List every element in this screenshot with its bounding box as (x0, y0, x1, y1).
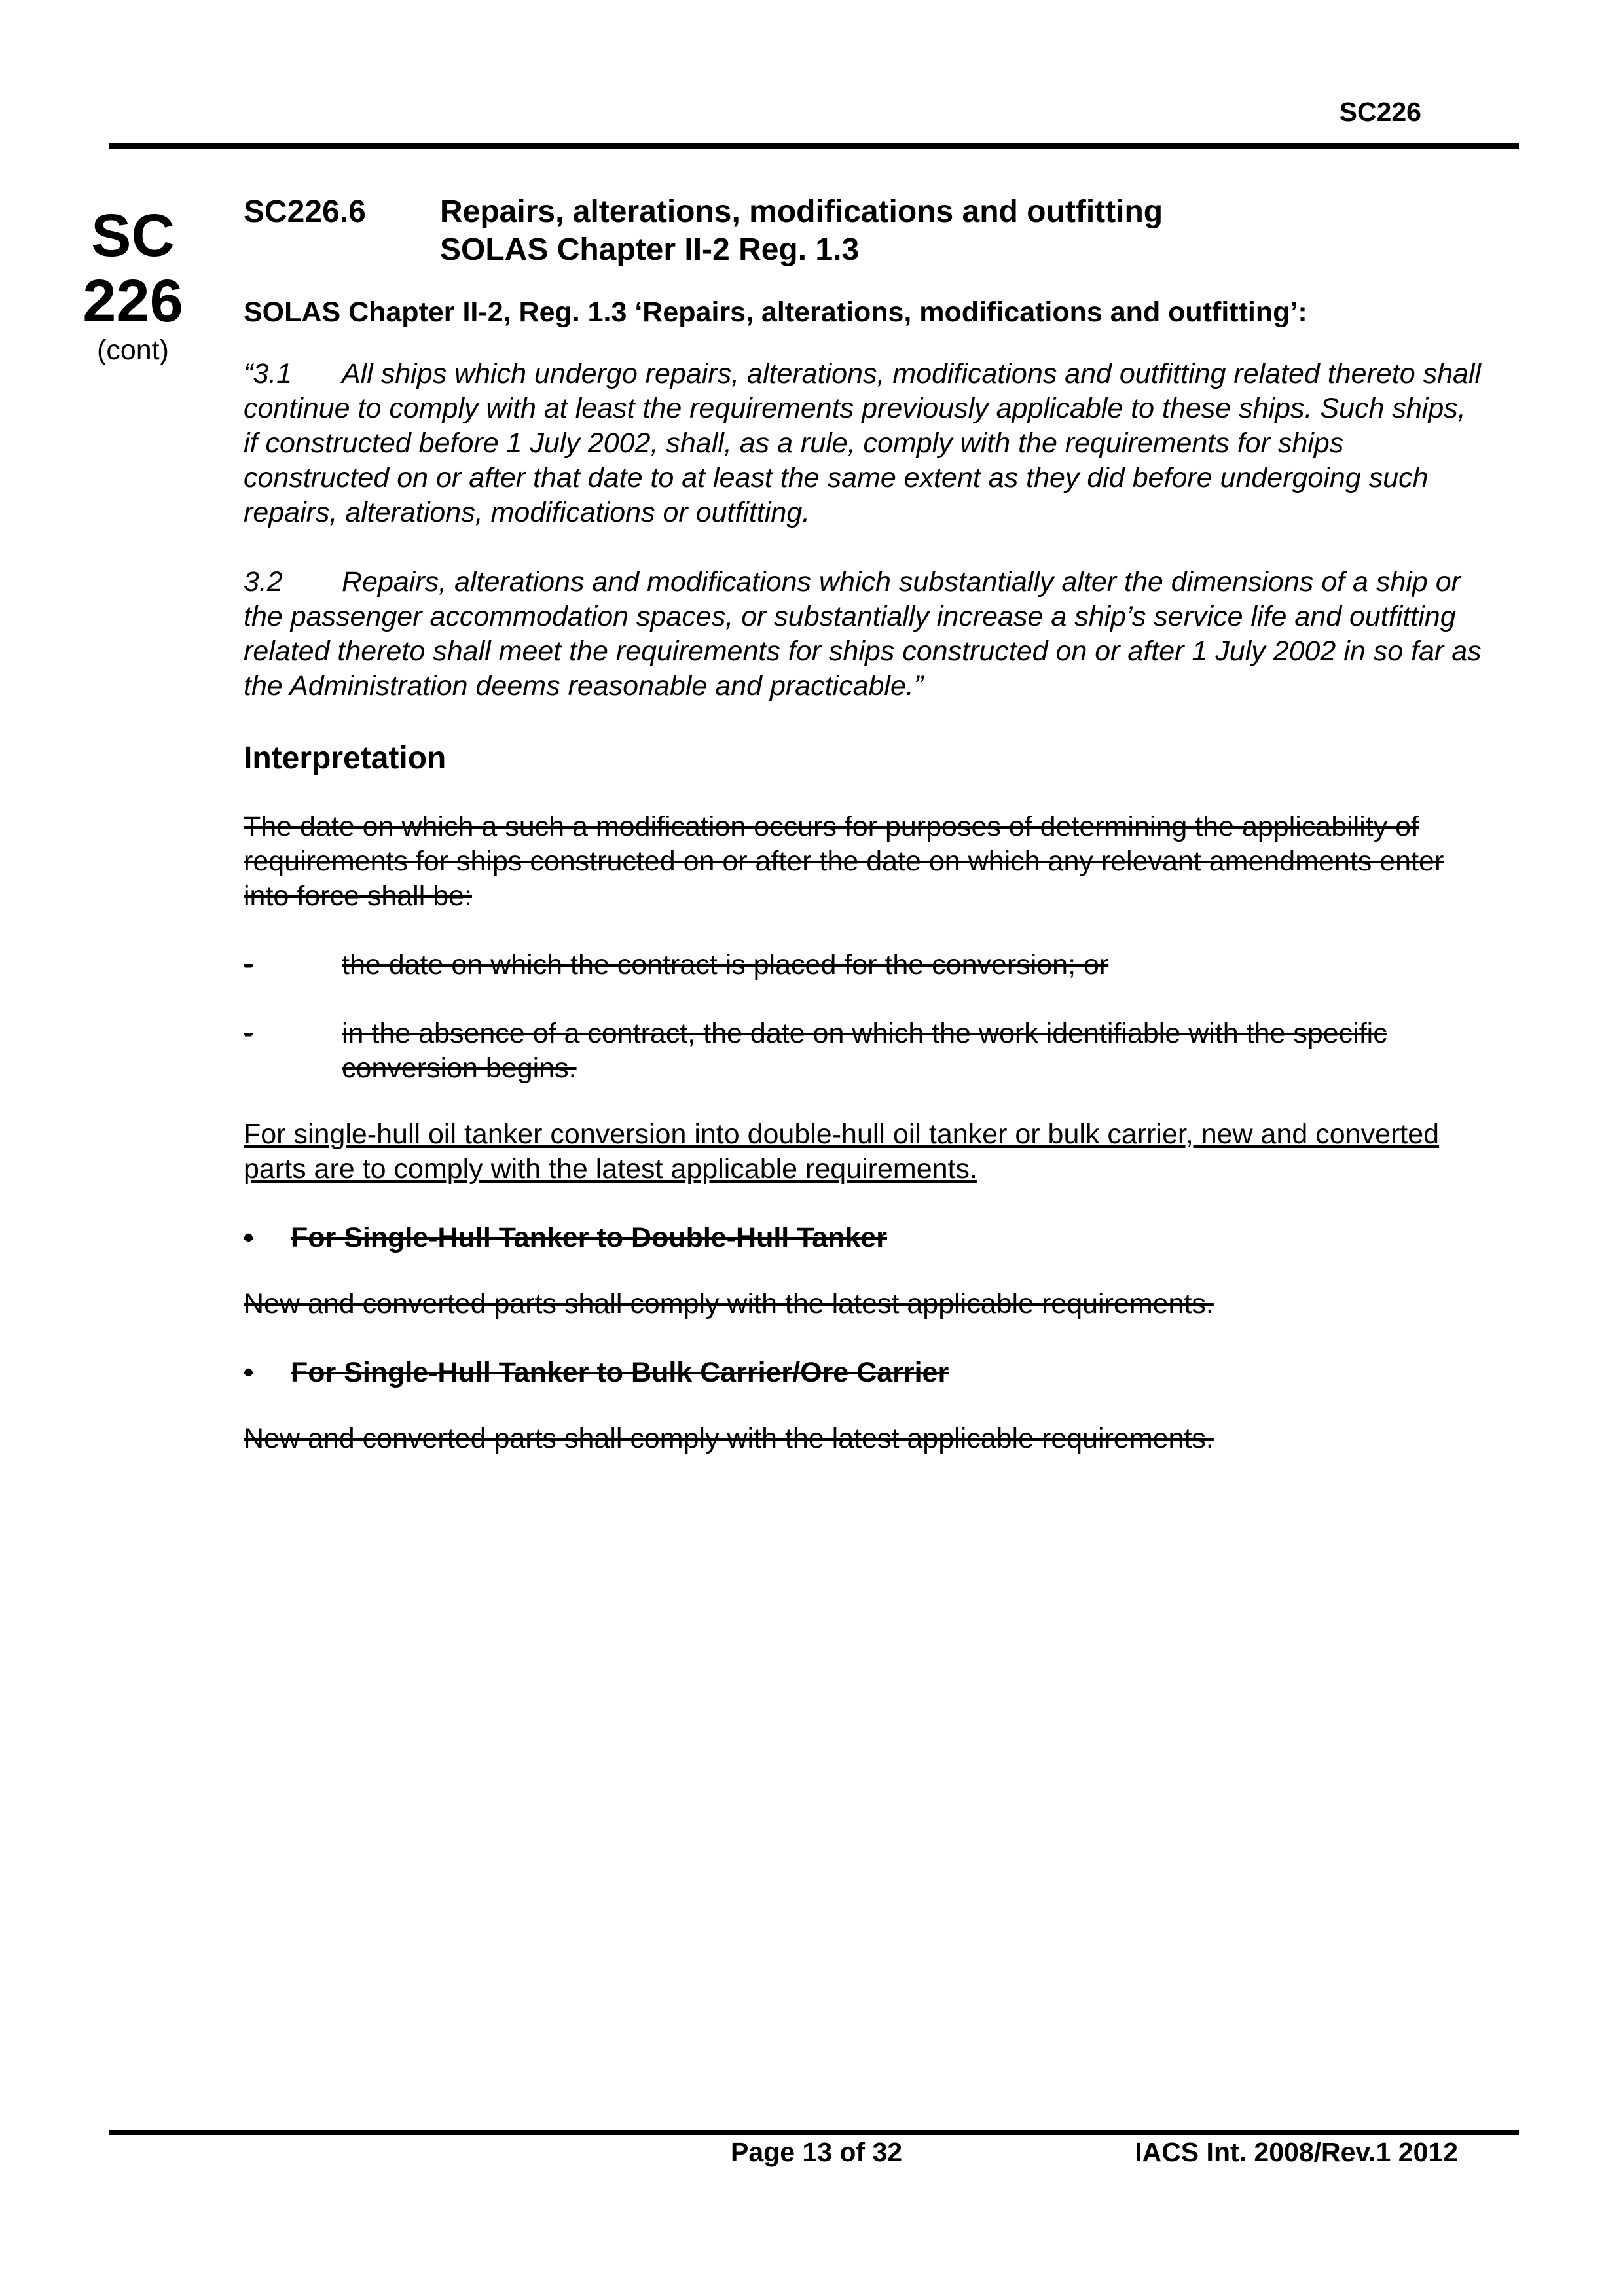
section-heading (244, 193, 1487, 269)
bullet-marker: • (244, 1357, 254, 1388)
deleted-body: New and converted parts shall comply with the latest applicable requirements. (244, 1423, 1214, 1454)
section-title-line2: SOLAS Chapter II-2 Reg. 1.3 (440, 232, 860, 267)
regulation-quote (244, 357, 1487, 704)
section-number: SC226.6 (244, 194, 366, 229)
deleted-item-text: the date on which the contract is placed for the conversion; or (342, 949, 1109, 980)
deleted-list-item (244, 1016, 1487, 1086)
bullet-marker: • (244, 1222, 254, 1253)
interpretation-heading: Interpretation (244, 741, 447, 776)
inserted-text: For single-hull oil tanker conversion into double-hull oil tanker or bulk carrier, new and converted parts are to comply with the latest applicable requirements. (244, 1119, 1440, 1185)
deleted-bullet-heading (244, 1355, 1487, 1390)
deleted-body: New and converted parts shall comply with the latest applicable requirements. (244, 1288, 1214, 1319)
section-title-line1: Repairs, alterations, modifications and outfitting (440, 194, 1163, 229)
deleted-bullet-text: For Single-Hull Tanker to Double-Hull Tanker (291, 1222, 888, 1253)
page-number: Page 13 of 32 (731, 2137, 903, 2167)
deleted-bullet-heading (244, 1221, 1487, 1255)
dash-marker: - (244, 1018, 253, 1049)
footer-rule (109, 2130, 1519, 2135)
header-code: SC226 (1339, 97, 1421, 127)
quote-paragraph-3-1 (244, 357, 1487, 530)
regulation-subheading: SOLAS Chapter II-2, Reg. 1.3 ‘Repairs, alterations, modifications and outfitting’: (244, 296, 1307, 328)
main-content (244, 193, 1487, 1456)
header-rule (109, 143, 1519, 149)
revision-label: IACS Int. 2008/Rev.1 2012 (1135, 2137, 1458, 2167)
quote-number: “3.1 (244, 358, 293, 389)
quote-text: Repairs, alterations and modifications which substantially alter the dimensions of a ship or the passenger accommodation spaces, or substantially increase a ship’s service life and outfitting related thereto shall meet the requirements for ships constructed on or after 1 July 2002 in so far as the Administration deems reasonable and practicable.” (244, 566, 1482, 702)
side-label (77, 203, 189, 367)
quote-paragraph-3-2 (244, 565, 1487, 704)
section-title (440, 193, 1163, 269)
side-sc: SC (91, 202, 175, 269)
dash-marker: - (244, 949, 253, 980)
deleted-list-item (244, 948, 1487, 982)
quote-text: All ships which undergo repairs, alterations, modifications and outfitting related thereto shall continue to comply with at least the requirements previously applicable to these ships. Such ships, if constructed before 1 July 2002, shall, as a rule, comply with the requirements for ships constructed on or after that date to at least the same extent as they did before undergoing such repairs, alterations, modifications or outfitting. (244, 358, 1482, 528)
quote-number: 3.2 (244, 566, 283, 598)
deleted-intro: The date on which a such a modification occurs for purposes of determining the applicability of requirements for ships constructed on or after the date on which any relevant amendments enter into force shall be: (244, 811, 1444, 912)
side-cont: (cont) (97, 334, 169, 366)
deleted-item-text: in the absence of a contract, the date on which the work identifiable with the specific conversion begins. (342, 1018, 1387, 1084)
side-number: 226 (82, 268, 183, 334)
deleted-bullet-text: For Single-Hull Tanker to Bulk Carrier/Ore Carrier (291, 1357, 949, 1388)
